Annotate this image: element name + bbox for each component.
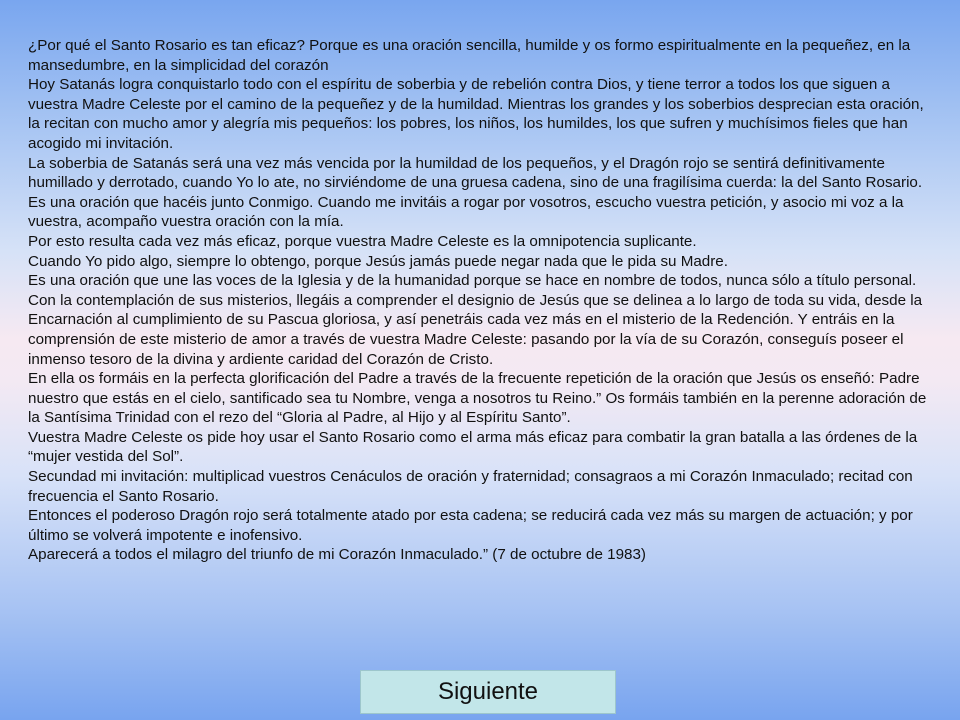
paragraph: ¿Por qué el Santo Rosario es tan eficaz? Porque es una oración sencilla, humilde y os formo espiritualmente en la pequeñez, en la mansedumbre, en la simplicidad del corazón xyxy=(28,37,911,74)
paragraph: Con la contemplación de sus misterios, llegáis a comprender el designio de Jesús que se delinea a lo largo de toda su vida, desde la Encarnación al cumplimiento de su Pascua gloriosa, y así penetráis cada vez más en el misterio de la Redención. Y entráis en la comprensión de este misterio de amor a través de vuestra Madre Celeste: pasando por la vía de su Corazón, conseguís poseer el inmenso tesoro de la divina y ardiente caridad del Corazón de Cristo. xyxy=(28,291,923,368)
paragraph: En ella os formáis en la perfecta glorificación del Padre a través de la frecuente repetición de la oración que Jesús os enseñó: Padre nuestro que estás en el cielo, santificado sea tu Nombre, venga a nosotros tu Reino.” Os formáis también en la perenne adoración de la Santísima Trinidad con el rezo del “Gloria al Padre, al Hijo y al Espíritu Santo”. xyxy=(28,370,927,427)
paragraph: Entonces el poderoso Dragón rojo será totalmente atado por esta cadena; se reducirá cada vez más su margen de actuación; y por último se volverá impotente e inofensivo. xyxy=(28,507,913,544)
paragraph: Cuando Yo pido algo, siempre lo obtengo, porque Jesús jamás puede negar nada que le pida su Madre. xyxy=(28,252,728,270)
paragraph: Secundad mi invitación: multiplicad vuestros Cenáculos de oración y fraternidad; consagraos a mi Corazón Inmaculado; recitad con frecuencia el Santo Rosario. xyxy=(28,468,913,505)
paragraph: La soberbia de Satanás será una vez más vencida por la humildad de los pequeños, y el Dragón rojo se sentirá definitivamente humillado y derrotado, cuando Yo lo ate, no sirviéndome de una gruesa cadena, sino de una fragilísima cuerda: la del Santo Rosario. xyxy=(28,154,923,192)
next-button[interactable]: Siguiente xyxy=(360,670,616,714)
paragraph: Es una oración que hacéis junto Conmigo. Cuando me invitáis a rogar por vosotros, escucho vuestra petición, y asocio mi voz a la vuestra, acompaño vuestra oración con la mía. xyxy=(28,193,904,231)
paragraph: Por esto resulta cada vez más eficaz, porque vuestra Madre Celeste es la omnipotencia suplicante. xyxy=(28,232,697,250)
paragraph: Hoy Satanás logra conquistarlo todo con el espíritu de soberbia y de rebelión contra Dios, y tiene terror a todos los que siguen a vuestra Madre Celeste por el camino de la pequeñez y de la humildad. Mientras los grandes y los soberbios desprecian esta oración, la recitan con mucho amor y alegría mis pequeños: los pobres, los niños, los humildes, los que sufren y muchísimos fieles que han acogido mi invitación. xyxy=(28,76,924,152)
paragraph: Vuestra Madre Celeste os pide hoy usar el Santo Rosario como el arma más eficaz para combatir la gran batalla a las órdenes de la “mujer vestida del Sol”. xyxy=(28,428,918,466)
paragraph: Aparecerá a todos el milagro del triunfo de mi Corazón Inmaculado.” (7 de octubre de 1983) xyxy=(28,546,646,564)
message-text xyxy=(28,36,938,565)
paragraph: Es una oración que une las voces de la Iglesia y de la humanidad porque se hace en nombre de todos, nunca sólo a título personal. xyxy=(28,272,917,290)
